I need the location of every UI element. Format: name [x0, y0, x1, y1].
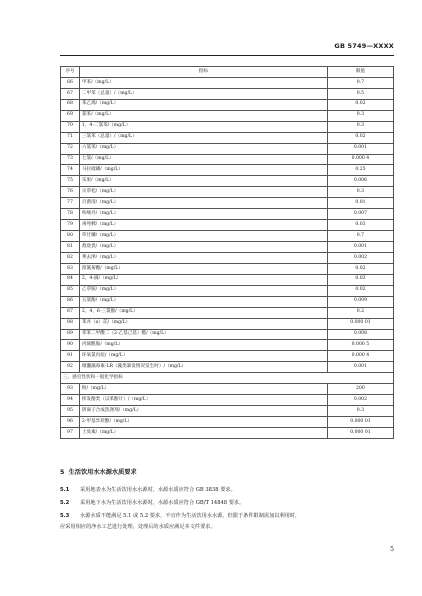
row-limit: 0.3 [327, 110, 393, 121]
clause-5-1 [60, 485, 394, 496]
row-indicator: 二甲苯（总量）/（mg/L） [79, 88, 327, 99]
row-limit: 0.25 [327, 165, 393, 176]
row-number: 92 [61, 362, 80, 373]
row-number: 69 [61, 110, 80, 121]
row-indicator: 敌敌畏/（mg/L） [79, 242, 327, 253]
table-row [61, 285, 394, 296]
clause-text: 水源水质不能满足 5.1 或 5.2 要求，不宜作为生活饮用水水源。但限于条件限制需加以利用时， [80, 513, 301, 519]
clause-text: 采用地表水为生活饮用水水源时，水源水质应符合 GB 3838 要求。 [80, 487, 236, 493]
row-limit: 0.02 [327, 285, 393, 296]
clause-5-3 [60, 511, 394, 532]
row-limit: 0.001 [327, 362, 393, 373]
row-indicator: 呋喃丹/（mg/L） [79, 209, 327, 220]
table-row [61, 351, 394, 362]
table-row [61, 263, 394, 274]
row-indicator: 甲苯/（mg/L） [79, 77, 327, 88]
row-number: 72 [61, 143, 80, 154]
row-indicator: 灭草松/（mg/L） [79, 187, 327, 198]
row-number: 94 [61, 395, 80, 406]
standard-code: GB 5749—XXXX [334, 42, 394, 50]
table-row [61, 252, 394, 263]
clause-number: 5.3 [60, 513, 70, 519]
table-row [61, 329, 394, 340]
section-heading [60, 467, 137, 476]
row-indicator: 环氧氯丙烷/（mg/L） [79, 351, 327, 362]
page-number: 5 [390, 546, 394, 553]
table-row [61, 395, 394, 406]
row-indicator: 微囊藻毒素-LR（藻类暴发情况发生时）/（mg/L） [79, 362, 327, 373]
row-indicator: 丙烯酰胺/（mg/L） [79, 340, 327, 351]
table-row [61, 143, 394, 154]
row-limit: 0.5 [327, 88, 393, 99]
row-limit: 0.02 [327, 132, 393, 143]
row-limit: 0.3 [327, 121, 393, 132]
row-indicator: 苯乙烯/（mg/L） [79, 99, 327, 110]
row-limit: 0.007 [327, 209, 393, 220]
clause-number: 5.2 [60, 500, 70, 506]
table-row [61, 110, 394, 121]
row-limit: 0.03 [327, 274, 393, 285]
row-limit: 0.2 [327, 307, 393, 318]
limits-table [60, 66, 394, 439]
row-number: 80 [61, 231, 80, 242]
row-number: 67 [61, 88, 80, 99]
row-indicator: 毒死蜱/（mg/L） [79, 220, 327, 231]
row-limit: 0.03 [327, 220, 393, 231]
clause-text-continued: 应采用相应的净水工艺进行处理，处理后的水质应满足本文件要求。 [60, 523, 216, 530]
row-number: 89 [61, 329, 80, 340]
row-number: 85 [61, 285, 80, 296]
row-limit: 0.3 [327, 406, 393, 417]
table-row [61, 88, 394, 99]
row-indicator: 马拉硫磷/（mg/L） [79, 165, 327, 176]
row-indicator: 土臭素/（mg/L） [79, 427, 327, 438]
row-indicator: 挥发酚类（以苯酚计）/（mg/L） [79, 395, 327, 406]
row-number: 82 [61, 252, 80, 263]
table-header-row [61, 67, 394, 78]
table-row [61, 187, 394, 198]
row-number: 79 [61, 220, 80, 231]
row-number: 68 [61, 99, 80, 110]
table-row [61, 340, 394, 351]
row-number: 93 [61, 384, 80, 395]
table-row [61, 121, 394, 132]
row-limit: 0.008 [327, 329, 393, 340]
row-limit: 0.000 4 [327, 351, 393, 362]
clause-5-2 [60, 498, 394, 509]
row-limit: 0.001 [327, 242, 393, 253]
table-category-body [61, 373, 394, 384]
row-indicator: 三氯苯（总量）/（mg/L） [79, 132, 327, 143]
row-number: 86 [61, 296, 80, 307]
clause-text: 采用地下水为生活饮用水水源时，水源水质应符合 GB/T 14848 要求。 [80, 500, 245, 506]
table-row [61, 318, 394, 329]
category-row [61, 373, 394, 384]
table-row [61, 406, 394, 417]
row-number: 88 [61, 318, 80, 329]
row-number: 66 [61, 77, 80, 88]
table-row [61, 176, 394, 187]
table-row [61, 242, 394, 253]
row-indicator: 邻苯二甲酸二（2-乙基己基）酯/（mg/L） [79, 329, 327, 340]
table-row [61, 362, 394, 373]
table-row [61, 99, 394, 110]
row-indicator: 阴离子合成洗涤剂/（mg/L） [79, 406, 327, 417]
row-number: 75 [61, 176, 80, 187]
row-limit: 0.002 [327, 252, 393, 263]
row-limit: 0.002 [327, 395, 393, 406]
row-number: 83 [61, 263, 80, 274]
row-number: 78 [61, 209, 80, 220]
row-indicator: 氯苯/（mg/L） [79, 110, 327, 121]
row-indicator: 乐果/（mg/L） [79, 176, 327, 187]
table-row [61, 307, 394, 318]
row-limit: 0.000 5 [327, 340, 393, 351]
row-indicator: 溴氰菊酯/（mg/L） [79, 263, 327, 274]
section-title: 生活饮用水水源水质要求 [68, 469, 137, 476]
row-indicator: 五氯酚/（mg/L） [79, 296, 327, 307]
row-number: 74 [61, 165, 80, 176]
header-no: 序号 [61, 67, 80, 78]
row-number: 81 [61, 242, 80, 253]
row-limit: 0.02 [327, 99, 393, 110]
table-row [61, 384, 394, 395]
table-body-a [61, 77, 394, 372]
table-body-b [61, 384, 394, 439]
table-row [61, 427, 394, 438]
clause-number: 5.1 [60, 487, 70, 493]
row-number: 76 [61, 187, 80, 198]
row-indicator: 苯并（a）芘/（mg/L） [79, 318, 327, 329]
table-row [61, 296, 394, 307]
row-indicator: 草甘膦/（mg/L） [79, 231, 327, 242]
row-number: 97 [61, 427, 80, 438]
row-number: 70 [61, 121, 80, 132]
table-row [61, 198, 394, 209]
table-row [61, 165, 394, 176]
table-row [61, 132, 394, 143]
row-limit: 0.01 [327, 198, 393, 209]
row-indicator: 2-甲基异莰醇/（mg/L） [79, 417, 327, 428]
row-limit: 0.009 [327, 296, 393, 307]
row-number: 84 [61, 274, 80, 285]
section-number: 5 [60, 469, 65, 476]
table-row [61, 77, 394, 88]
row-limit: 200 [327, 384, 393, 395]
row-number: 71 [61, 132, 80, 143]
row-indicator: 2，4，6-三氯酚/（mg/L） [79, 307, 327, 318]
row-number: 90 [61, 340, 80, 351]
row-indicator: 百菌清/（mg/L） [79, 198, 327, 209]
row-limit: 0.000 01 [327, 417, 393, 428]
row-number: 91 [61, 351, 80, 362]
row-indicator: 乙草胺/（mg/L） [79, 285, 327, 296]
table-row [61, 274, 394, 285]
row-limit: 0.000 01 [327, 427, 393, 438]
row-limit: 0.000 01 [327, 318, 393, 329]
header-indicator: 指标 [79, 67, 327, 78]
row-number: 95 [61, 406, 80, 417]
row-indicator: 莠去津/（mg/L） [79, 252, 327, 263]
row-number: 87 [61, 307, 80, 318]
header-rule [60, 55, 394, 56]
category-label: 三、感官性状和一般化学指标 [61, 373, 394, 384]
row-indicator: 七氯/（mg/L） [79, 154, 327, 165]
row-limit: 0.006 [327, 176, 393, 187]
table-row [61, 209, 394, 220]
table-row [61, 231, 394, 242]
row-indicator: 1，4-二氯苯/（mg/L） [79, 121, 327, 132]
row-indicator: 2，4-滴/（mg/L） [79, 274, 327, 285]
header-limit: 限值 [327, 67, 393, 78]
row-limit: 0.3 [327, 187, 393, 198]
row-number: 73 [61, 154, 80, 165]
row-limit: 0.001 [327, 143, 393, 154]
row-limit: 0.7 [327, 231, 393, 242]
row-number: 77 [61, 198, 80, 209]
table-row [61, 220, 394, 231]
row-limit: 0.7 [327, 77, 393, 88]
row-indicator: 钠/（mg/L） [79, 384, 327, 395]
row-indicator: 六氯苯/（mg/L） [79, 143, 327, 154]
row-number: 96 [61, 417, 80, 428]
row-limit: 0.000 4 [327, 154, 393, 165]
table-row [61, 154, 394, 165]
row-limit: 0.02 [327, 263, 393, 274]
table-row [61, 417, 394, 428]
